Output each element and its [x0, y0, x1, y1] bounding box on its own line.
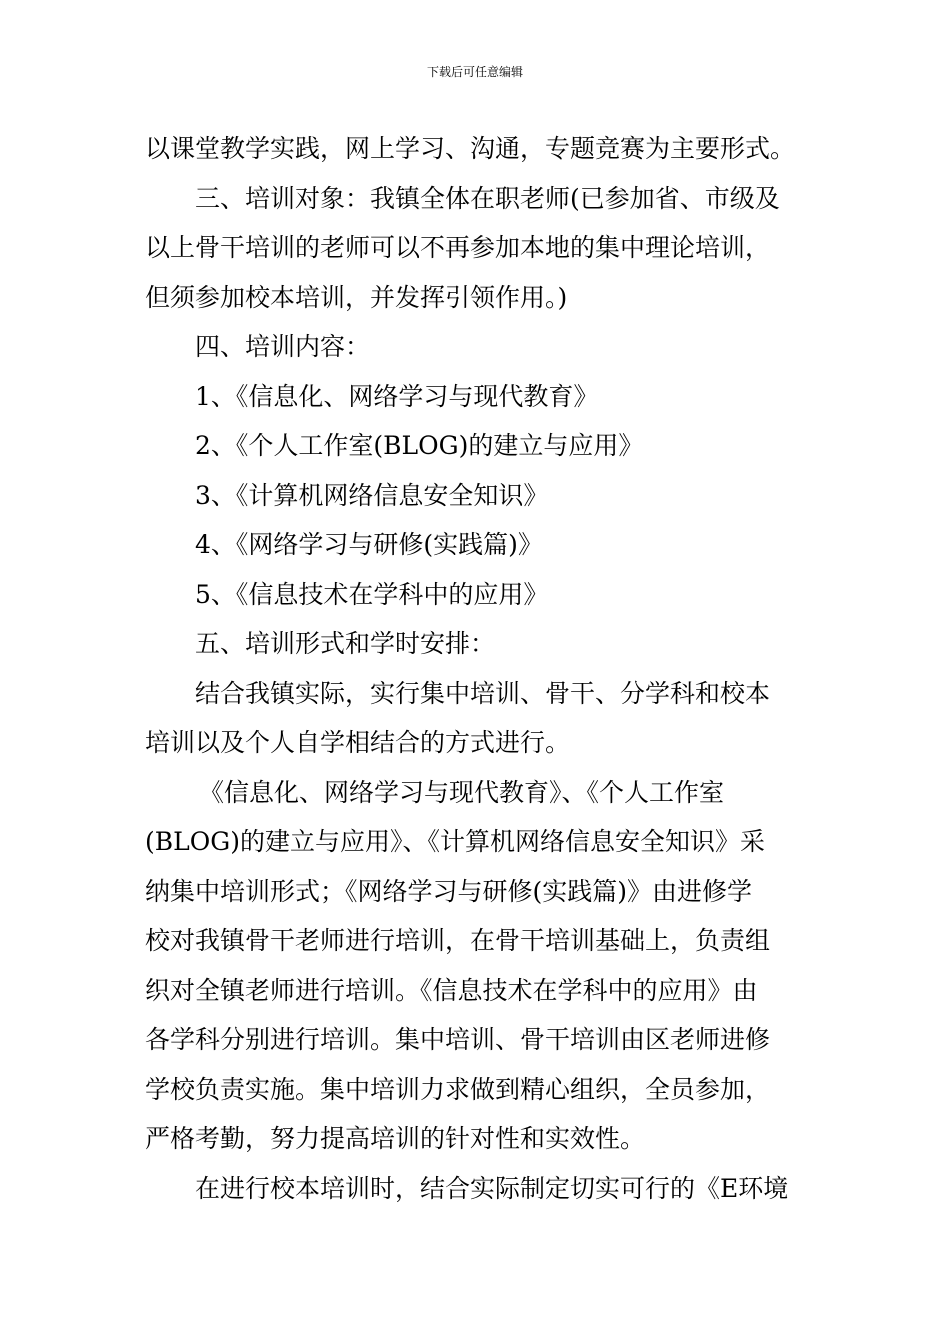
list-item: 5、《信息技术在学科中的应用》: [195, 579, 549, 609]
text-line: 以课堂教学实践，网上学习、沟通，专题竞赛为主要形式。: [145, 134, 796, 163]
text-line: 织对全镇老师进行培训。《信息技术在学科中的应用》由: [145, 975, 758, 1005]
text-line: 严格考勤，努力提高培训的针对性和实效性。: [145, 1124, 646, 1153]
text-line: 结合我镇实际，实行集中培训、骨干、分学科和校本: [195, 678, 771, 708]
text-line: 在进行校本培训时，结合实际制定切实可行的《E环境: [195, 1173, 789, 1203]
page-header: 下载后可任意编辑: [426, 65, 523, 79]
text-line: 培训以及个人自学相结合的方式进行。: [145, 728, 571, 757]
text-line: 校对我镇骨干老师进行培训，在骨干培训基础上，负责组: [145, 926, 771, 955]
list-item: 4、《网络学习与研修(实践篇)》: [195, 530, 543, 559]
text-line: 但须参加校本培训，并发挥引领作用。): [145, 282, 568, 312]
section-heading-training-format: 五、培训形式和学时安排：: [195, 629, 496, 658]
text-line: 《信息化、网络学习与现代教育》、《个人工作室: [199, 777, 725, 807]
document-body: [145, 124, 810, 1213]
list-item: 3、《计算机网络信息安全知识》: [195, 480, 549, 510]
section-heading-training-content: 四、培训内容：: [195, 332, 371, 361]
list-item: 1、《信息化、网络学习与现代教育》: [195, 381, 599, 411]
text-line: 各学科分别进行培训。集中培训、骨干培训由区老师进修: [145, 1025, 771, 1054]
text-line: 学校负责实施。集中培训力求做到精心组织，全员参加，: [145, 1074, 771, 1104]
list-item: 2、《个人工作室(BLOG)的建立与应用》: [195, 431, 644, 460]
text-line: (BLOG)的建立与应用》、《计算机网络信息安全知识》采: [145, 827, 765, 856]
text-line: 以上骨干培训的老师可以不再参加本地的集中理论培训，: [145, 233, 771, 262]
section-heading-training-targets: 三、培训对象：我镇全体在职老师(已参加省、市级及: [195, 183, 780, 213]
text-line: 纳集中培训形式；《网络学习与研修(实践篇)》由进修学: [145, 876, 753, 906]
